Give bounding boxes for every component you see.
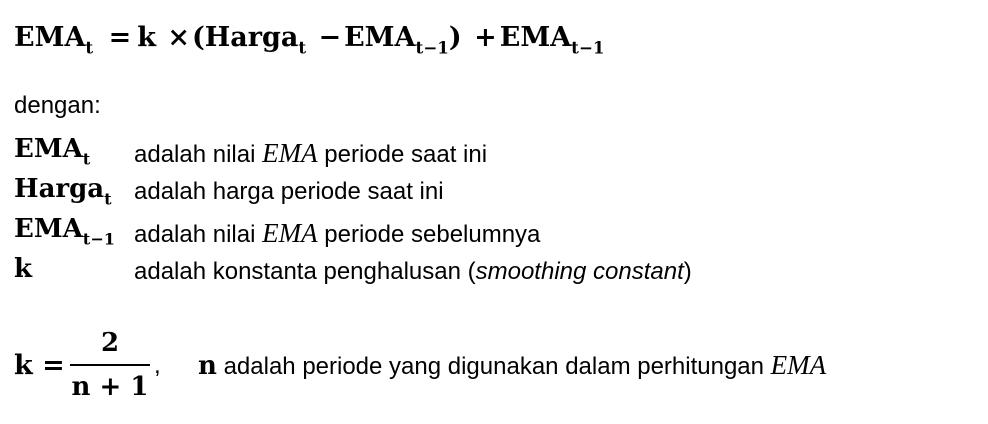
formula-open-paren: (	[191, 22, 205, 53]
k-formula-lhs: k =	[14, 350, 65, 381]
definition-description: adalah nilai EMA periode sebelumnya	[134, 218, 541, 248]
fraction-numerator: 2	[100, 328, 120, 358]
definition-term: $EMA_t$	[14, 134, 91, 169]
definition-row-ema-prev	[14, 214, 974, 252]
n-definition: n adalah periode yang digunakan dalam perhitungan EMA	[198, 350, 827, 381]
definition-row-ema-t	[14, 134, 974, 172]
dengan-label: dengan:	[14, 92, 101, 119]
fraction-denominator: n + 1	[71, 372, 149, 402]
formula-ema-prev: $EMA_{t-1}$	[344, 22, 449, 58]
formula-k: k	[137, 22, 156, 53]
formula-equals: =	[108, 22, 132, 53]
definition-term: Harga$_t$	[14, 174, 112, 209]
fraction-bar	[70, 364, 150, 366]
formula-times: ×	[167, 22, 190, 53]
definition-description: adalah harga periode saat ini	[134, 178, 444, 205]
definition-row-harga-t	[14, 174, 974, 212]
k-formula	[14, 326, 974, 406]
formula-harga-t: Harga$_t$	[204, 22, 307, 58]
formula-minus: −	[318, 22, 342, 53]
definition-description: adalah konstanta penghalusan (smoothing constant)	[134, 258, 692, 285]
definition-term: $EMA_{t-1}$	[14, 214, 115, 249]
formula-plus: +	[474, 22, 497, 53]
k-formula-comma: ,	[154, 352, 161, 379]
definition-term: k	[14, 254, 33, 284]
k-fraction	[70, 326, 150, 404]
formula-ema-t: $EMA_t$	[14, 22, 94, 58]
definition-row-k	[14, 254, 974, 292]
definition-description: adalah nilai EMA periode saat ini	[134, 138, 488, 168]
formula-ema-last: $EMA_{t-1}$	[499, 22, 605, 58]
ema-formula	[14, 22, 605, 58]
formula-close-paren: )	[448, 22, 462, 53]
